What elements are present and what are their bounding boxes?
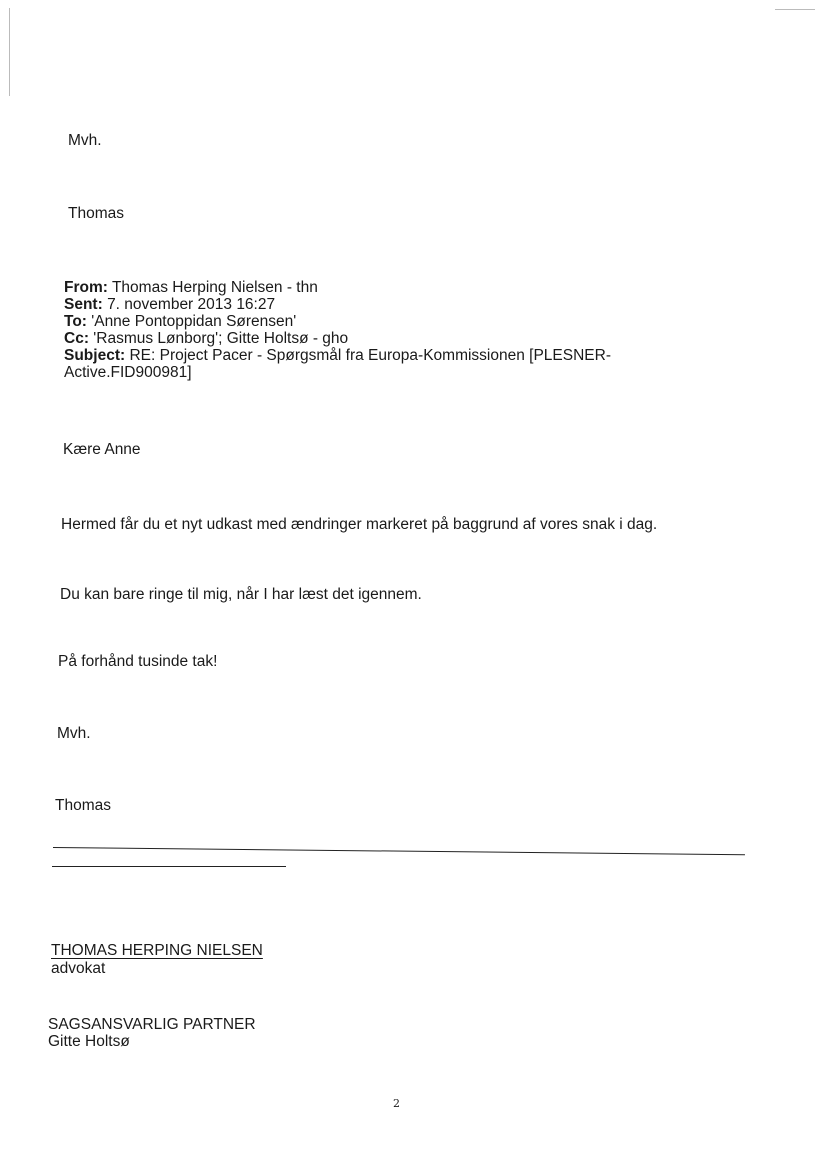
- subject-label: Subject:: [64, 347, 126, 364]
- body-paragraph-2: Du kan bare ringe til mig, når I har læst det igennem.: [60, 586, 422, 603]
- lawyer-title: advokat: [51, 960, 106, 977]
- signature-divider-short: [52, 866, 286, 867]
- from-row: [64, 279, 611, 296]
- body-paragraph-3: På forhånd tusinde tak!: [58, 653, 218, 670]
- body-paragraph-1: Hermed får du et nyt udkast med ændringer markeret på baggrund af vores snak i dag.: [61, 516, 658, 533]
- from-value: Thomas Herping Nielsen - thn: [111, 279, 318, 296]
- subject-row: [64, 347, 611, 364]
- to-label: To:: [64, 313, 87, 330]
- partner-name: Gitte Holtsø: [48, 1033, 130, 1050]
- sent-label: Sent:: [64, 296, 103, 313]
- body-closing: Mvh.: [57, 725, 91, 742]
- lawyer-name: THOMAS HERPING NIELSEN: [51, 942, 263, 959]
- subject-value: RE: Project Pacer - Spørgsmål fra Europa-Kommissionen [PLESNER-: [129, 347, 611, 364]
- body-sender-name: Thomas: [55, 797, 111, 814]
- signature-divider-long: [53, 847, 745, 855]
- cc-label: Cc:: [64, 330, 89, 347]
- page-number: 2: [393, 1097, 400, 1110]
- upper-closing-greeting: Mvh.: [68, 132, 102, 149]
- to-row: [64, 313, 611, 330]
- from-label: From:: [64, 279, 108, 296]
- salutation: Kære Anne: [63, 441, 141, 458]
- cc-row: [64, 330, 611, 347]
- to-value: 'Anne Pontoppidan Sørensen': [91, 313, 297, 330]
- cc-value: 'Rasmus Lønborg'; Gitte Holtsø - gho: [93, 330, 349, 347]
- email-header: [64, 279, 611, 381]
- scan-top-mark: [775, 9, 815, 10]
- upper-closing-name: Thomas: [68, 205, 124, 222]
- sent-value: 7. november 2013 16:27: [107, 296, 276, 313]
- partner-heading: SAGSANSVARLIG PARTNER: [48, 1016, 256, 1033]
- subject-continuation: Active.FID900981]: [64, 364, 192, 381]
- sent-row: [64, 296, 611, 313]
- scan-edge-mark: [9, 8, 10, 96]
